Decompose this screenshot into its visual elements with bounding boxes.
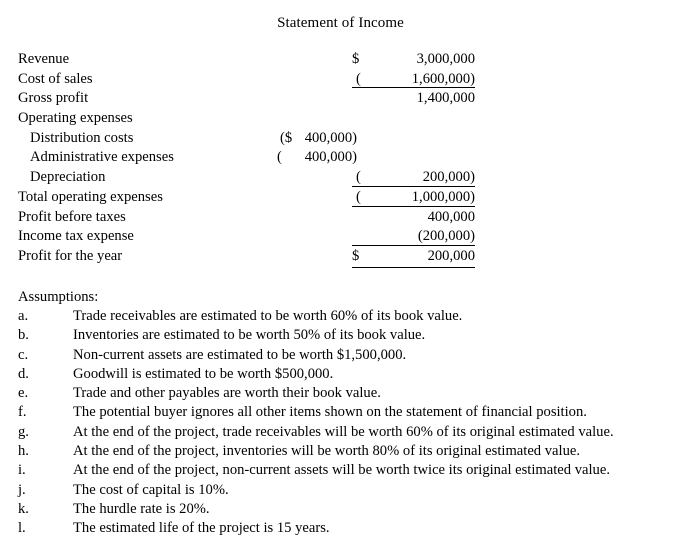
value-number: 400,000) [304, 129, 357, 146]
value-number: 400,000) [304, 149, 357, 166]
assumption-item [0, 481, 679, 500]
page-title-text: Statement of Income [277, 15, 404, 31]
page-title [0, 14, 679, 33]
assumption-letter: k. [18, 500, 29, 517]
assumption-item [0, 307, 679, 326]
statement-row-value-right [352, 70, 475, 90]
assumption-item [0, 346, 679, 365]
assumption-letter: a. [18, 308, 29, 324]
statement-row-label: Depreciation [30, 169, 106, 186]
assumption-text: Trade receivables are estimated to be worth 60% of its book value. [73, 308, 463, 324]
value-number: 200,000 [427, 247, 475, 264]
statement-row-value-right [352, 89, 475, 109]
statement-row-label: Administrative expenses [30, 149, 174, 166]
value-number: 200,000) [422, 169, 475, 186]
statement-row-value-right [352, 168, 475, 188]
statement-row-value-right [352, 227, 475, 247]
currency-symbol: $ [352, 247, 360, 264]
currency-symbol: $ [352, 51, 360, 67]
assumption-letter: e. [18, 385, 29, 402]
value-prefix: ( [277, 149, 282, 166]
statement-row-label: Total operating expenses [18, 188, 163, 205]
assumption-item [0, 365, 679, 384]
value-number: 1,000,000) [411, 188, 475, 205]
assumption-item [0, 519, 679, 538]
assumption-text: The potential buyer ignores all other items shown on the statement of financial position. [73, 404, 587, 421]
assumption-text: Inventories are estimated to be worth 50% of its book value. [73, 327, 426, 344]
statement-row-label: Gross profit [18, 90, 89, 107]
assumption-letter: g. [18, 423, 29, 440]
assumption-item [0, 384, 679, 403]
assumption-text: The cost of capital is 10%. [73, 481, 229, 498]
statement-row-value-right [352, 188, 475, 208]
income-statement-table [0, 50, 679, 267]
statement-row-value-right [352, 247, 475, 267]
assumption-item [0, 461, 679, 480]
assumption-letter: f. [18, 404, 27, 421]
assumption-text: At the end of the project, non-current assets will be worth twice its original estimated value. [73, 462, 610, 479]
assumptions-heading: Assumptions: [18, 289, 99, 305]
statement-row-value-right [352, 208, 475, 228]
assumption-text: The estimated life of the project is 15 years. [73, 520, 330, 537]
assumption-item [0, 423, 679, 442]
value-prefix: ( [356, 169, 361, 186]
statement-row-label: Profit for the year [18, 247, 123, 264]
value-number: 3,000,000 [416, 51, 475, 67]
assumption-item [0, 403, 679, 422]
value-number: 1,400,000 [416, 90, 475, 107]
statement-row-label: Income tax expense [18, 228, 134, 245]
assumption-item [0, 442, 679, 461]
assumption-item [0, 326, 679, 345]
statement-row-label: Distribution costs [30, 129, 134, 146]
statement-row-value-mid [277, 148, 357, 168]
value-number: 1,600,000) [411, 70, 475, 87]
statement-row-label: Profit before taxes [18, 208, 126, 225]
value-prefix: ( [356, 188, 361, 205]
value-prefix: ( [356, 70, 361, 87]
statement-row [0, 168, 679, 188]
assumption-letter: b. [18, 327, 29, 344]
statement-row [0, 109, 679, 129]
statement-row [0, 50, 679, 70]
statement-row [0, 89, 679, 109]
assumption-text: At the end of the project, inventories will be worth 80% of its original estimated value. [73, 443, 581, 460]
statement-row-label: Operating expenses [18, 110, 133, 127]
assumptions-list [0, 307, 679, 539]
assumption-text: Goodwill is estimated to be worth $500,000. [73, 365, 334, 382]
assumption-text: Non-current assets are estimated to be worth $1,500,000. [73, 346, 407, 363]
assumption-text: Trade and other payables are worth their book value. [73, 385, 381, 402]
statement-row [0, 148, 679, 168]
statement-row [0, 70, 679, 90]
statement-row [0, 227, 679, 247]
statement-row-label: Revenue [18, 51, 70, 67]
value-prefix: ($ [280, 129, 293, 146]
assumption-item [0, 500, 679, 519]
statement-row [0, 129, 679, 149]
assumption-text: At the end of the project, trade receivables will be worth 60% of its original estimated value. [73, 423, 614, 440]
statement-row-value-right [352, 50, 475, 70]
assumption-letter: i. [18, 462, 26, 479]
statement-row [0, 188, 679, 208]
value-number: (200,000) [417, 228, 475, 245]
assumption-text: The hurdle rate is 20%. [73, 500, 210, 517]
statement-row-label: Cost of sales [18, 70, 93, 87]
statement-row [0, 208, 679, 228]
assumption-letter: j. [18, 481, 26, 498]
statement-row [0, 247, 679, 267]
assumption-letter: h. [18, 443, 29, 460]
assumption-letter: d. [18, 365, 29, 382]
value-number: 400,000 [427, 208, 475, 225]
assumption-letter: l. [18, 520, 26, 537]
statement-row-value-mid [277, 129, 357, 149]
assumption-letter: c. [18, 346, 29, 363]
